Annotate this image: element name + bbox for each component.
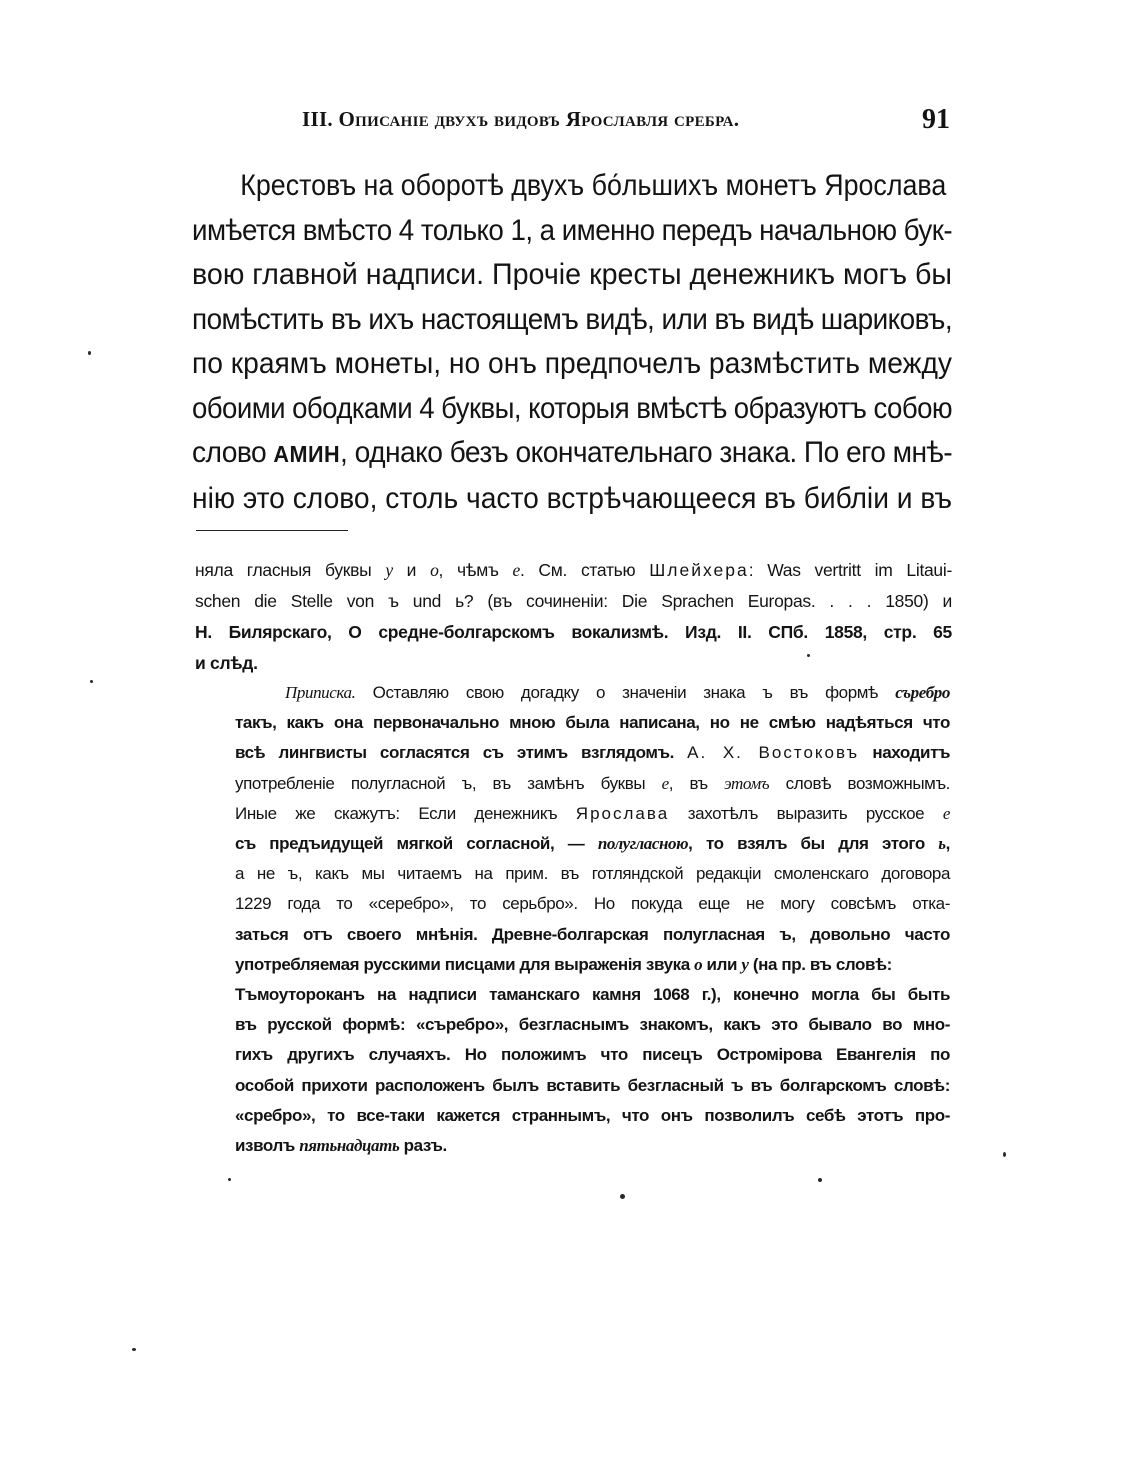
postscript-label: Приписка.	[285, 683, 356, 702]
scan-speck	[228, 1178, 231, 1181]
postscript-line: употребляемая русскими писцами для выраженія звука о или у (на пр. въ словѣ:	[235, 954, 892, 974]
postscript-line: Иные же скажутъ: Если денежникъ Ярослава захотѣлъ выразить русское е	[235, 803, 950, 823]
postscript-line: Приписка. Оставляю свою догадку о значеніи знака ъ въ формѣ съребро	[285, 683, 950, 702]
postscript-line: заться отъ своего мнѣнія. Древне-болгарская полугласная ъ, довольно часто	[235, 924, 950, 944]
running-head	[302, 104, 950, 147]
footnote-line: Н. Билярскаго, О средне-болгарскомъ вокализмѣ. Изд. II. СПб. 1858, стр. 65	[195, 622, 952, 642]
postscript-line: всѣ лингвисты согласятся съ этимъ взглядомъ. А. Х. Востоковъ находитъ	[235, 743, 950, 763]
postscript-line: «сребро», то все-таки кажется страннымъ, что онъ позволилъ себѣ этотъ про-	[235, 1105, 950, 1125]
scan-speck	[620, 1194, 625, 1199]
postscript-line: Тъмоутороканъ на надписи таманскаго камня 1068 г.), конечно могла бы быть	[235, 985, 950, 1005]
main-paragraph	[192, 164, 952, 521]
main-line: нію это слово, столь часто встрѣчающееся въ библіи и въ	[192, 481, 953, 515]
postscript-line: гихъ другихъ случаяхъ. Но положимъ что писецъ Остромірова Евангелія по	[235, 1045, 950, 1065]
postscript	[235, 678, 950, 1161]
postscript-line: употребленіе полугласной ъ, въ замѣнъ буквы е, въ этомъ словѣ возможнымъ.	[235, 773, 950, 793]
scan-speck	[1003, 1152, 1006, 1157]
chapter-title: III. Описаніе двухъ видовъ Ярославля сребра.	[302, 107, 740, 131]
footnote-line: няла гласныя буквы у и о, чѣмъ е. См. статью Шлейхера: Was vertritt im Litaui-	[195, 560, 952, 580]
postscript-line: изволъ пятьнадцать разъ.	[235, 1136, 447, 1156]
footnote-line: и слѣд.	[195, 653, 258, 673]
main-line: по краямъ монеты, но онъ предпочелъ размѣстить между	[192, 347, 953, 380]
page-number: 91	[922, 104, 950, 135]
postscript-line: особой прихоти расположенъ былъ вставить безгласный ъ въ болгарскомъ словѣ:	[235, 1075, 950, 1095]
footnote-line: schen die Stelle von ъ und ь? (въ сочиненіи: Die Sprachen Europas. . . . 1850) и	[195, 591, 952, 611]
scan-speck	[88, 351, 91, 355]
word-amin: АМИН	[273, 441, 341, 467]
footnote-rule	[196, 530, 348, 531]
postscript-line: а не ъ, какъ мы читаемъ на прим. въ готляндской редакціи смоленскаго договора	[235, 864, 950, 884]
scan-speck	[807, 654, 810, 657]
main-line: Крестовъ на оборотѣ двухъ бо́льшихъ монетъ Ярослава	[240, 169, 947, 202]
postscript-line: съ предъидущей мягкой согласной, — полугласною, то взялъ бы для этого ь,	[235, 834, 950, 854]
main-line: имѣется вмѣсто 4 только 1, а именно передъ начальною бук-	[192, 213, 953, 247]
postscript-line: въ русской формѣ: «съребро», безгласнымъ знакомъ, какъ это бывало во мно-	[235, 1015, 950, 1035]
postscript-line: такъ, какъ она первоначально мною была написана, но не смѣю надѣяться что	[235, 713, 950, 733]
scan-speck	[818, 1178, 822, 1182]
footnote	[195, 555, 952, 679]
scan-speck	[90, 680, 93, 683]
main-line: обоими ободками 4 буквы, которыя вмѣстѣ образуютъ собою	[192, 391, 953, 425]
main-line: слово АМИН, однако безъ окончательнаго знака. По его мнѣ-	[192, 436, 953, 469]
main-line: помѣстить въ ихъ настоящемъ видѣ, или въ видѣ шариковъ,	[192, 302, 953, 336]
main-line: вою главной надписи. Прочіе кресты денежникъ могъ бы	[192, 258, 953, 291]
postscript-line: 1229 года то «серебро», то серьбро». Но покуда еще не могу совсѣмъ отка-	[235, 894, 950, 914]
scan-speck	[132, 1348, 136, 1351]
